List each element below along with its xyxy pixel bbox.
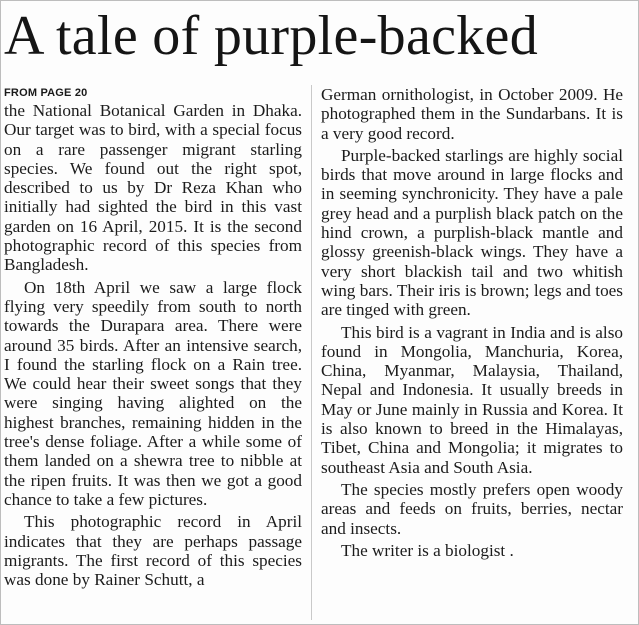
paragraph-6: This bird is a vagrant in India and is also found in Mongolia, Manchuria, Korea, China, Myanmar, Malaysia, Thailand, Nepal and Indonesia. It usually breeds in May or June mainly in Russia and Korea. It is also known to breed in the Himalayas, Tibet, China and Mongolia; it migrates to southeast Asia and South Asia.: [321, 322, 623, 477]
paragraph-1: the National Botanical Garden in Dhaka. Our target was to bird, with a special focus on a rare passenger migrant starling species. We found out the right spot, described to us by Dr Reza Khan who initially had sighted the bird in this vast garden on 16 April, 2015. It is the second photographic record of this species from Bangladesh.: [4, 101, 302, 275]
continued-from-label: FROM PAGE 20: [4, 87, 88, 99]
paragraph-4: German ornithologist, in October 2009. He photographed them in the Sundarbans. It is a very good record.: [321, 85, 623, 143]
left-column: [4, 86, 302, 592]
headline: A tale of purple-backed: [4, 5, 539, 67]
paragraph-2: On 18th April we saw a large flock flying very speedily from south to north towards the Durapara area. There were around 35 birds. After an intensive search, I found the starling flock on a Rain tree. We could hear their sweet songs that they were singing having alighted on the highest branches, remaining hidden in the tree's dense foliage. After a while some of them landed on a shewra tree to nibble at the ripen fruits. It was then we got a good chance to take a few pictures.: [4, 277, 302, 509]
right-column: [321, 85, 623, 560]
paragraph-3: This photographic record in April indicates that they are perhaps passage migrants. The first record of this species was done by Rainer Schutt, a: [4, 512, 302, 590]
paragraph-7: The species mostly prefers open woody areas and feeds on fruits, berries, nectar and insects.: [321, 479, 623, 538]
column-divider: [311, 85, 312, 620]
writer-note: The writer is a biologist .: [341, 540, 514, 560]
paragraph-5: Purple-backed starlings are highly social birds that move around in large flocks and in seeming synchronicity. They have a pale grey head and a purplish black patch on the hind crown, a purplish-black mantle and glossy greenish-black wings. They have a very short blackish tail and two whitish wing bars. Their iris is brown; legs and toes are tinged with green.: [321, 145, 623, 320]
